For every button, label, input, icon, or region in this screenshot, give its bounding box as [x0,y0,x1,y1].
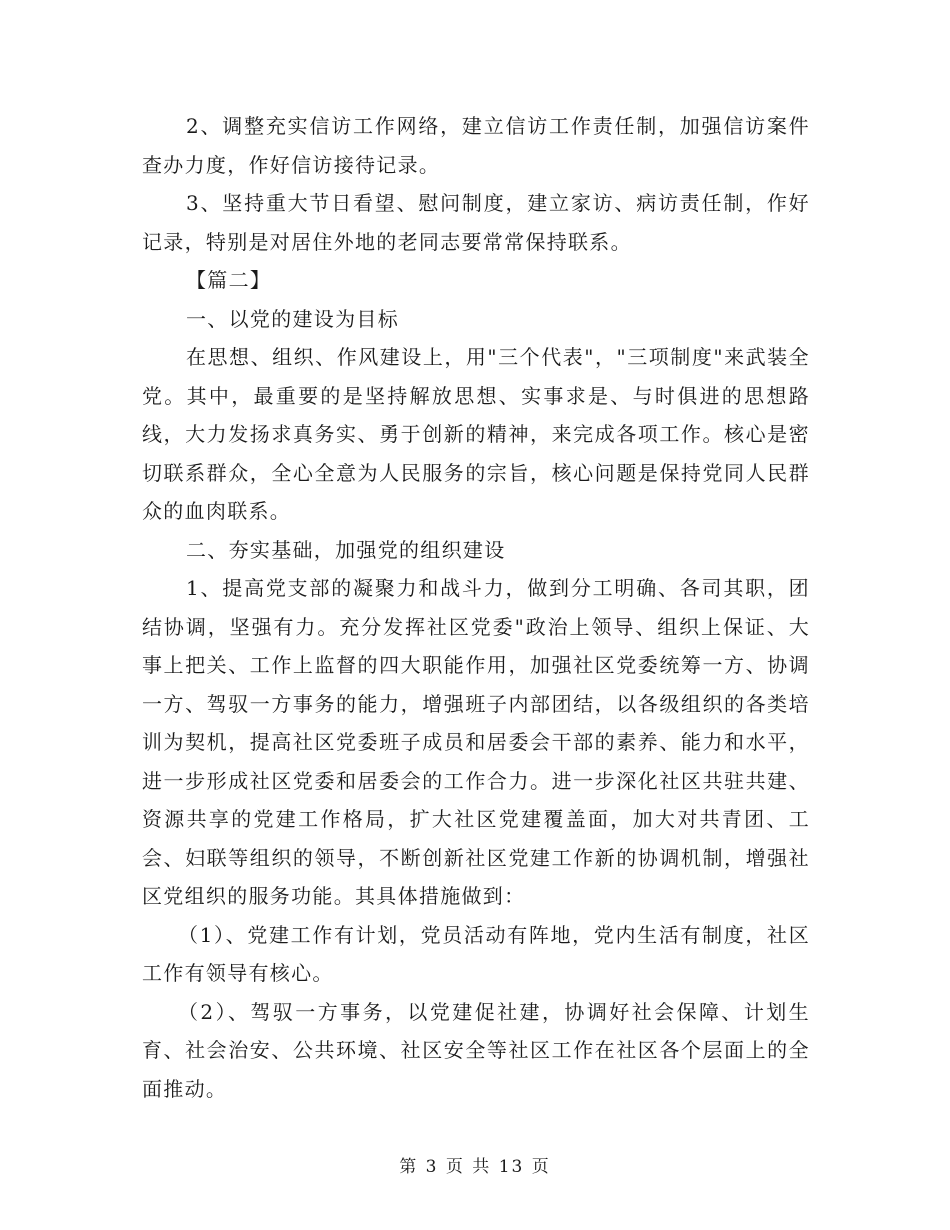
section-heading-one: 一、以党的建设为目标 [186,306,399,331]
page-number-footer: 第 3 页 共 13 页 [399,1157,551,1177]
paragraph-item-2: 2、调整充实信访工作网络，建立信访工作责任制，加强信访案件查办力度，作好信访接待记录。 [142,114,810,177]
paragraph-ideology: 在思想、组织、作风建设上，用"三个代表"，"三项制度"来武装全党。其中，最重要的是坚持解放思想、实事求是、与时俱进的思想路线，大力发扬求真务实、勇于创新的精神，来完成各项工作。核心是密切联系群众，全心全意为人民服务的宗旨，核心问题是保持党同人民群众的血肉联系。 [142,345,810,523]
section-heading-part-two: 【篇二】 [186,268,272,292]
section-heading-two: 二、夯实基础，加强党的组织建设 [186,537,506,562]
document-body [142,107,810,1108]
paragraph-item-3: 3、坚持重大节日看望、慰问制度，建立家访、病访责任制，作好记录，特别是对居住外地的老同志要常常保持联系。 [142,191,810,254]
paragraph-subitem-2: （2）、驾驭一方事务，以党建促社建，协调好社会保障、计划生育、社会治安、公共环境、社区安全等社区工作在社区各个层面上的全面推动。 [142,999,810,1101]
paragraph-item-1: 1、提高党支部的凝聚力和战斗力，做到分工明确、各司其职，团结协调，坚强有力。充分发挥社区党委"政治上领导、组织上保证、大事上把关、工作上监督的四大职能作用，加强社区党委统筹一方、协调一方、驾驭一方事务的能力，增强班子内部团结，以各级组织的各类培训为契机，提高社区党委班子成员和居委会干部的素养、能力和水平，进一步形成社区党委和居委会的工作合力。进一步深化社区共驻共建、资源共享的党建工作格局，扩大社区党建覆盖面，加大对共青团、工会、妇联等组织的领导，不断创新社区党建工作新的协调机制，增强社区党组织的服务功能。其具体措施做到： [142,576,810,908]
paragraph-subitem-1: （1）、党建工作有计划，党员活动有阵地，党内生活有制度，社区工作有领导有核心。 [142,922,810,985]
